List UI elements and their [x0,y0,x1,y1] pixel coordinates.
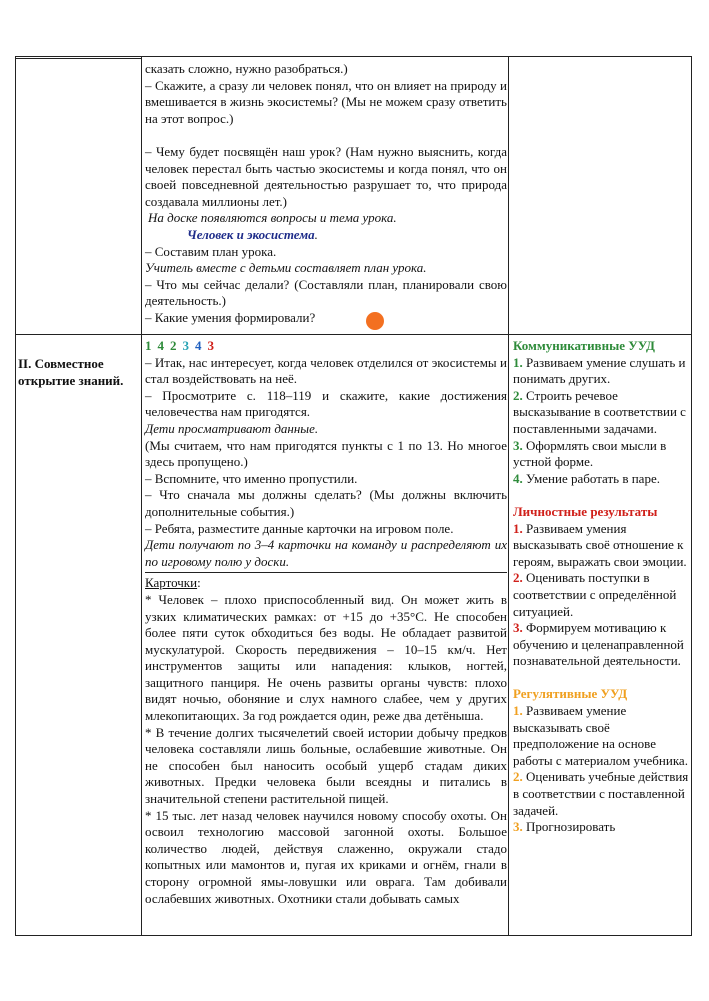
uud-item [513,620,690,670]
stage-title-text: II. Совместное открытие знаний. [18,356,124,388]
table-right-border [691,56,692,936]
uud-number: 3. [513,437,523,453]
uud-text: Прогнозировать [526,819,616,835]
cards-title-colon: : [197,575,201,591]
uud-item [513,570,690,620]
card-text: * 15 тыс. лет назад человек научился новому способу охоты. Он освоил технологию массовой загонной охоты. Большое количество людей, действуя слаженно, окружали стадо копытных или мамонтов и, пугая их криками и огнём, гнали в сторону огромной ямы-ловушки или оврага. Там добивали ослабевших животных. Охотники стали добывать самых [145,807,507,906]
team-number: 2 [170,338,177,353]
paragraph: – Итак, нас интересует, когда человек отделился от экосистемы и стал воздействовать на неё. [145,354,507,387]
team-number: 3 [207,338,214,353]
communicative-uud-heading: Коммуникативные УУД [513,338,655,353]
top-row-content [145,61,507,327]
row-divider [15,334,692,335]
cards-title [145,575,507,592]
uud-text: Формируем мотивацию к обучению и целенаправленной познавательной деятельности. [513,620,684,669]
uud-number: 1. [513,703,523,719]
uud-item [513,703,690,769]
paragraph: – Вспомните, что именно пропустили. [145,470,358,486]
uud-number: 4. [513,470,523,486]
uud-text: Оценивать учебные действия в соответствии с поставленной задачей. [513,769,689,818]
uud-text: Строить речевое высказывание в соответствии с поставленными задачами. [513,387,686,436]
table-top-border [15,56,692,57]
text-line: – Составим план урока. [145,243,277,259]
discovery-content [145,338,507,907]
orange-dot-marker [366,312,384,330]
paragraph: – Просмотрите с. 118–119 и скажите, какие достижения человечества нам пригодятся. [145,387,507,420]
team-number: 1 [145,338,152,353]
stage-title [18,356,138,389]
uud-text: Развиваем умение слушать и понимать других. [513,354,686,387]
uud-text: Развиваем умения высказывать своё отношение к героям, выражать свои эмоции. [513,520,687,569]
teacher-note: Дети просматривают данные. [145,420,319,436]
table-left-border [15,56,16,936]
uud-text: Оформлять свои мысли в устной форме. [513,437,667,470]
team-numbers [145,338,507,355]
column-divider-1 [141,56,142,936]
table-bottom-border [15,935,692,936]
card-text: * Человек – плохо приспособленный вид. Он может жить в узких климатических рамках: от +15 до +35°С. Не способен более пяти суток обходиться без воды. Не обладает развитой мускулатурой. Скорость передвижения – 10–15 км/ч. Нет инструментов защиты или нападения: клыков, ногтей, защитного панциря. Не очень развиты органы чувств: плохо видят ночью, обоняние и слух намного слабее, чем у других млекопитающих. За год рождается один, реже два детёныша. [145,591,507,724]
question-paragraph: – Чему будет посвящён наш урок? (Нам нужно выяснить, когда человек перестал быть частью экосистемы и когда понял, что он своей повседневной деятельностью разрушает то, что природа создавала миллионы лет.) [145,143,507,209]
personal-results-heading: Личностные результаты [513,503,658,519]
divider-line [145,572,507,573]
uud-number: 1. [513,520,523,536]
uud-item [513,355,690,388]
teacher-note: На доске появляются вопросы и тема урока. [148,210,397,226]
uud-number: 2. [513,570,523,586]
cards-title-text: Карточки [145,575,198,591]
paragraph: – Что сначала мы должны сделать? (Мы должны включить дополнительные события.) [145,487,507,519]
uud-column [513,338,690,836]
uud-number: 2. [513,769,523,785]
uud-number: 3. [513,819,523,835]
card-text: * В течение долгих тысячелетий своей истории добычу предков человека составляли лишь больные, ослабевшие животные. Он не способен был наносить особый ущерб стадам диких животных. Предки человека были всеядны и питались в значительной степени растительной пищей. [145,724,507,807]
text-line: сказать сложно, нужно разобраться.) [145,61,348,76]
column-divider-2 [508,56,509,936]
paragraph: (Мы считаем, что нам пригодятся пункты с 1 по 13. Но многое здесь пропущено.) [145,437,507,470]
uud-item [513,521,690,571]
uud-number: 2. [513,387,523,403]
uud-number: 1. [513,354,523,370]
uud-item [513,471,690,488]
lesson-topic: Человек и экосистема. [187,226,318,242]
question-paragraph: – Что мы сейчас делали? (Составляли план, планировали свою деятельность.) [145,276,507,309]
stage-top-stub [15,58,142,59]
teacher-note: Дети получают по 3–4 карточки на команду и распределяют их по игровому полю у доски. [145,537,507,569]
uud-item [513,438,690,471]
uud-number: 3. [513,620,523,636]
uud-text: Оценивать поступки в соответствии с определённой ситуацией. [513,570,677,619]
team-number: 4 [157,338,164,353]
team-number: 4 [195,338,202,353]
text-line: – Какие умения формировали? [145,309,316,325]
uud-text: Развиваем умение высказывать своё предположение на основе работы с материалом учебника. [513,703,688,768]
team-number: 3 [182,338,189,353]
uud-item [513,769,690,819]
teacher-note: Учитель вместе с детьми составляет план урока. [145,260,427,276]
regulatory-uud-heading: Регулятивные УУД [513,686,628,702]
question-paragraph: – Скажите, а сразу ли человек понял, что он влияет на природу и вмешивается в жизнь экосистемы? (Мы не можем сразу ответить на этот вопрос.) [145,77,507,126]
uud-text: Умение работать в паре. [526,470,660,486]
uud-item [513,819,690,836]
uud-item [513,388,690,438]
paragraph: – Ребята, разместите данные карточки на игровом поле. [145,520,454,536]
